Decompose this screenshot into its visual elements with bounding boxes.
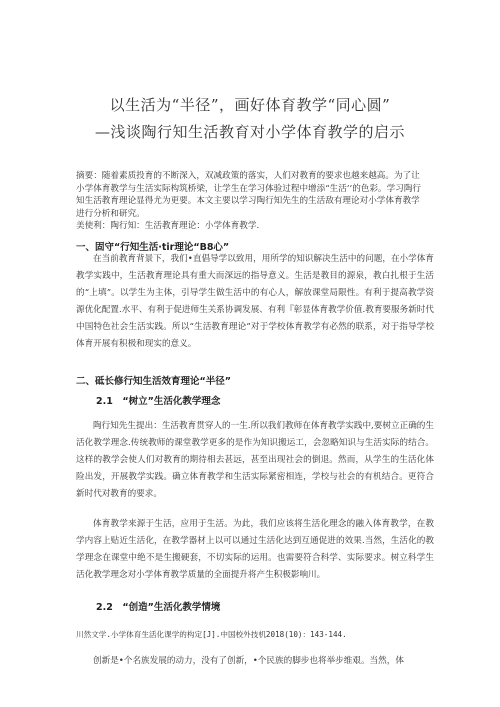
section2-1-heading: 2.1 “树立”生活化教学理念 [96, 396, 221, 407]
section2-2-heading: 2.2 “创造”生活化教学情境 [96, 602, 221, 613]
section1-heading: 一、固守“行知生活·tir理论“B8心” [76, 242, 230, 253]
section1-paragraph: 在当前教育背景下，我们•直倡导学以致用，用所学的知识解决生活中的问题，在小学体育教学实践中，生活教育理论具有重大而深远的指导意义。生活是教目的源泉，教白扎根于生活的“上填”。以学生为主体，引导学生做生活中的有心人，解放课堂局限性。有利于提高教学资源优化配置.水平、有利于促进师生关系协调发展、有利『彰显体育教学价值.教育要服务新时代中国特色社会生活实践。所以“生活教育理论”对于学校体育教学有必然的联系，对于指导学校体育开展有积极和现实的意义。 [76, 254, 434, 349]
sub-title: —浅谈陶行知生活教育对小学体育教学的启示 [94, 123, 405, 141]
section2-2-paragraph: 创新是•个名族发展的动力，没有了创新，•个民族的脚步也将举步维艰。当然，体 [93, 656, 404, 666]
section2-heading: 二、砥长修行知生活效育理论“半径” [76, 376, 231, 387]
section2-1-paragraph2: 体育教学来源于生活，应用于生活。为此，我们应该将生活化理念的融入体育教学，在教学内容上贴近生活化，在教学器材上以可以通过生活化达到互通促进的效果.当然，生活化的教学理念在课堂中绝不是生搬硬套，不切实际的运用。也需要符合科学、实际要求。树立科学生活化教学理念对小学体育教学质量的全面提升将产生积极影响川。 [76, 519, 434, 580]
section2-1-paragraph1: 陶行知先生提出：生活教育贯穿人的一生.所以我们教师在体育教学实践中,要树立正确的生活化教学理念.传统教师的课堂教学更多的是作为知识搬运工，会忽略知识与生活实际的结合。这样的教学会使人们对教育的期待相去甚远，甚至出现社会的倒退。然而，从学生的生活化体险出发，开展教学实践。确立体育教学和生活实际紧密相连，学校与社会的有机结合。更符合新时代对教育的要求。 [76, 421, 434, 499]
reference-footnote: 川然文学.小学体育生活化课学的构定[J].中国校外技机2018(10)：143-144. [76, 630, 347, 639]
main-title: 以生活为“半径”，画好体育教学“同心圆” [109, 96, 391, 114]
abstract: 摘要：随着素质投育的不断深入，双减政策的落实，人们对教育的要求也越来越高。为了让小学体育教学与生活实际构筑桥梁，让学生在学习体验过程中增添“生活’’的色彩。学习陶行知生活教育理论显得尤为更要。本文主要以学习陶行知先生的生活敌有理论对小学体育教学进行分析和研究。 [76, 171, 422, 219]
keywords: 美使利：陶行知：生活教育理论：小学体育教学. [76, 221, 260, 231]
